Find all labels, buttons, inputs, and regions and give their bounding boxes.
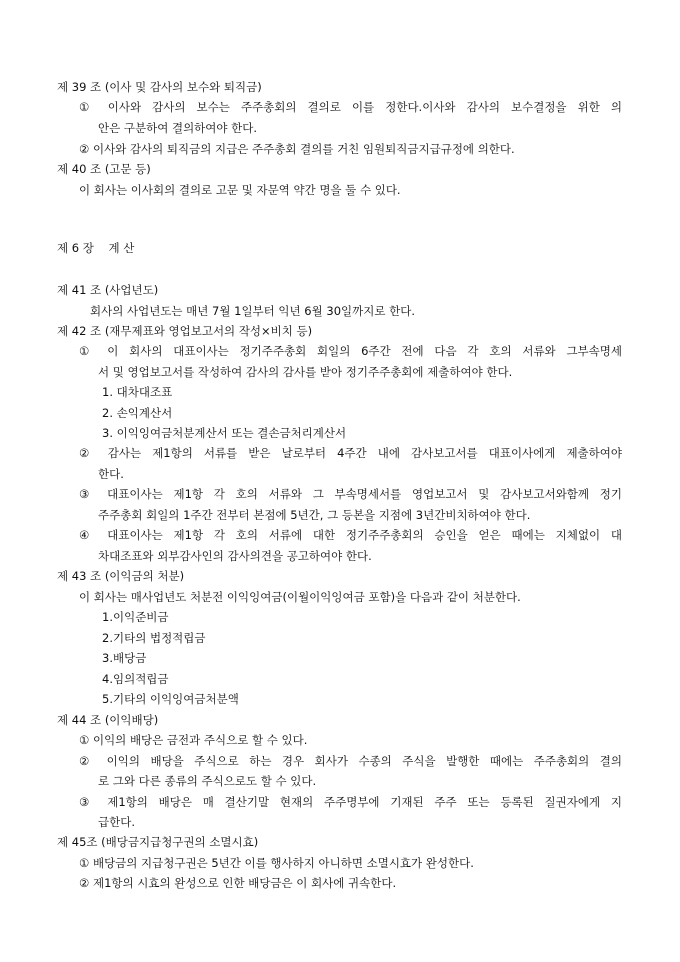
article-44-heading: 제 44 조 (이익배당) [57,713,159,727]
article-41-heading: 제 41 조 (사업년도) [57,283,159,297]
article-44-clause-2-cont: 로 그와 다른 종류의 주식으로도 할 수 있다. [98,774,317,788]
article-43-item-2: 2.기타의 법정적립금 [102,631,206,645]
article-42-clause-1-cont: 서 및 영업보고서를 작성하여 감사의 감사를 받아 정기주주총회에 제출하여야 한다. [98,365,513,379]
article-43-item-3: 3.배당금 [102,651,147,665]
article-40-heading: 제 40 조 (고문 등) [57,162,151,176]
article-41-body: 회사의 사업년도는 매년 7월 1일부터 익년 6월 30일까지로 한다. [90,304,415,318]
article-44-clause-3-cont: 급한다. [98,815,135,829]
article-42-item-3: 3. 이익잉여금처분계산서 또는 결손금처리계산서 [102,426,347,440]
article-39-clause-2: ② 이사와 감사의 퇴직금의 지급은 주주총회 결의를 거친 임원퇴직금지급규정에 의한다. [79,142,515,156]
article-42-item-2: 2. 손익계산서 [102,406,173,420]
article-44-clause-3: ③ 제1항의 배당은 매 결산기말 현재의 주주명부에 기재된 주주 또는 등록된 질권자에게 지 [79,795,622,809]
article-45-clause-2: ② 제1항의 시효의 완성으로 인한 배당금은 이 회사에 귀속한다. [79,876,397,890]
article-43-heading: 제 43 조 (이익금의 처분) [57,569,185,583]
article-43-item-1: 1.이익준비금 [102,610,169,624]
article-44-clause-2: ② 이익의 배당을 주식으로 하는 경우 회사가 수종의 주식을 발행한 때에는 주주총회의 결의 [79,754,622,768]
article-43-body: 이 회사는 매사업년도 처분전 이익잉여금(이월이익잉여금 포함)을 다음과 같이 처분한다. [79,590,521,604]
article-45-clause-1: ① 배당금의 지급청구권은 5년간 이를 행사하지 아니하면 소멸시효가 완성한다. [79,856,474,870]
chapter-6-heading: 제 6 장 계 산 [57,241,135,255]
article-42-clause-1: ① 이 회사의 대표이사는 정기주주총회 회일의 6주간 전에 다음 각 호의 서류와 그부속명세 [79,344,622,358]
article-42-heading: 제 42 조 (재무제표와 영업보고서의 작성×비치 등) [57,324,313,338]
article-42-clause-4-cont: 차대조표와 외부감사인의 감사의견을 공고하여야 한다. [98,549,372,563]
article-42-clause-3-cont: 주주총회 회일의 1주간 전부터 본점에 5년간, 그 등본을 지점에 3년간비치하여야 한다. [98,508,531,522]
article-43-item-5: 5.기타의 이익잉여금처분액 [102,692,239,706]
article-43-item-4: 4.임의적립금 [102,672,169,686]
article-39-clause-1: ① 이사와 감사의 보수는 주주총회의 결의로 이를 정한다.이사와 감사의 보수결정을 위한 의 [79,100,622,114]
article-42-clause-4: ④ 대표이사는 제1항 각 호의 서류에 대한 정기주주총회의 승인을 얻은 때에는 지체없이 대 [79,528,622,542]
article-39-heading: 제 39 조 (이사 및 감사의 보수와 퇴직금) [57,80,262,94]
article-40-body: 이 회사는 이사회의 결의로 고문 및 자문역 약간 명을 둘 수 있다. [79,183,401,197]
article-44-clause-1: ① 이익의 배당은 금전과 주식으로 할 수 있다. [79,733,308,747]
article-45-heading: 제 45조 (배당금지급청구권의 소멸시효) [57,835,259,849]
article-42-clause-3: ③ 대표이사는 제1항 각 호의 서류와 그 부속명세서를 영업보고서 및 감사보고서와함께 정기 [79,487,622,501]
article-42-clause-2: ② 감사는 제1항의 서류를 받은 날로부터 4주간 내에 감사보고서를 대표이사에게 제출하여야 [79,446,622,460]
article-42-clause-2-cont: 한다. [98,467,124,481]
article-42-item-1: 1. 대차대조표 [102,385,173,399]
article-39-clause-1-cont: 안은 구분하여 결의하여야 한다. [98,121,258,135]
